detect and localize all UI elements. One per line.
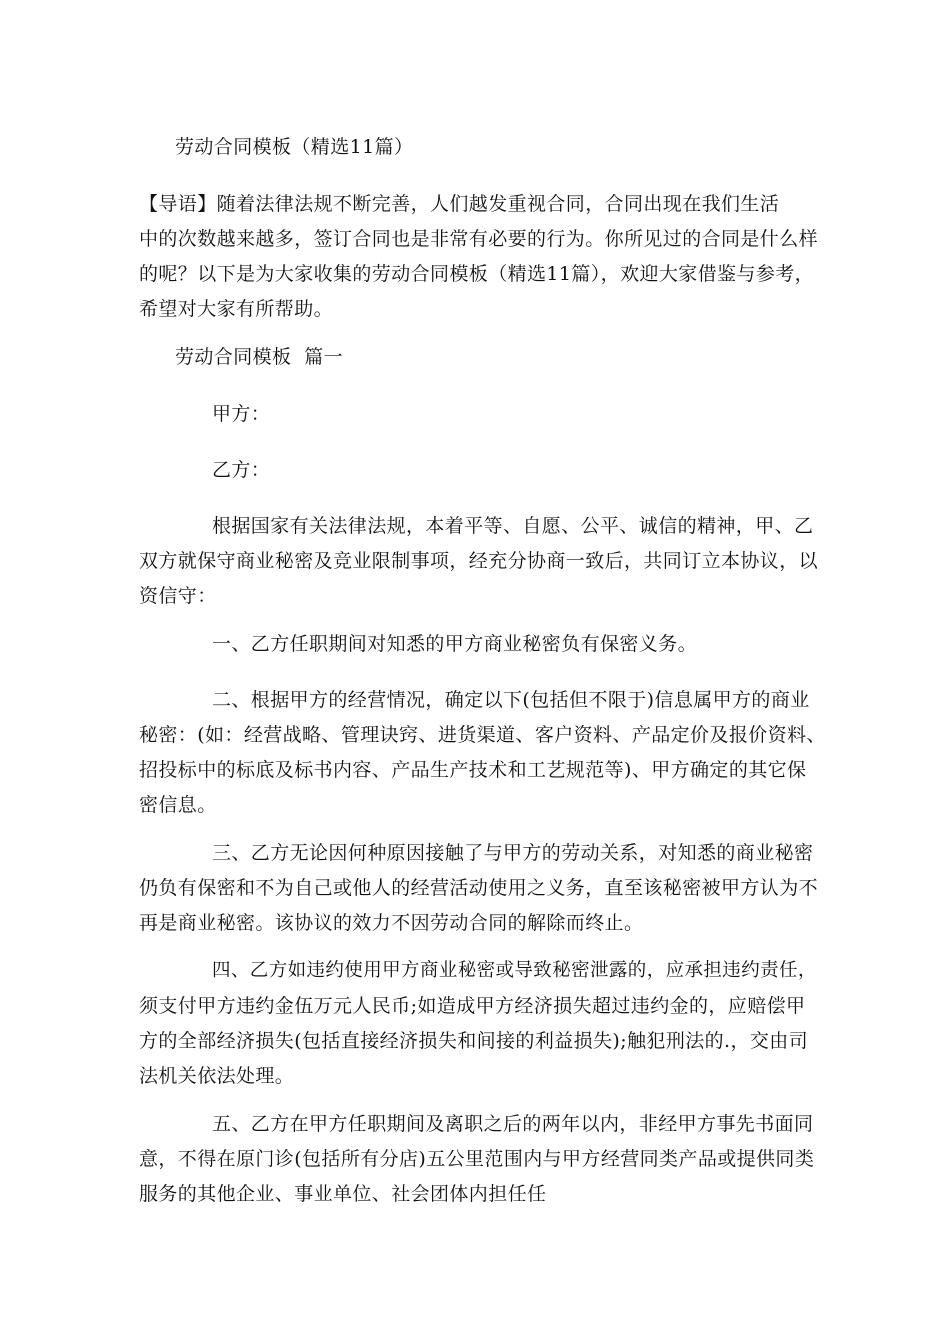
clause-3-line-3: 再是商业秘密。该协议的效力不因劳动合同的解除而终止。 [139, 912, 644, 934]
preamble-line-2: 双方就保守商业秘密及竞业限制事项，经充分协商一致后，共同订立本协议，以 [139, 550, 819, 572]
intro-line-2: 中的次数越来越多，签订合同也是非常有必要的行为。你所见过的合同是什么样 [139, 228, 819, 250]
clause-1-line-1: 一、乙方任职期间对知悉的甲方商业秘密负有保密义务。 [212, 633, 698, 655]
intro-line-4: 希望对大家有所帮助。 [139, 298, 334, 320]
clause-5-line-2: 意，不得在原门诊(包括所有分店)五公里范围内与甲方经营同类产品或提供同类 [139, 1148, 815, 1170]
clause-4-line-1: 四、乙方如违约使用甲方商业秘密或导致秘密泄露的，应承担违约责任， [212, 960, 817, 981]
document-title: 劳动合同模板（精选11篇） [175, 136, 414, 158]
intro-line-1: 【导语】随着法律法规不断完善，人们越发重视合同，合同出现在我们生活 [139, 193, 780, 215]
clause-2-line-4: 密信息。 [139, 794, 217, 816]
clause-4-line-2: 须支付甲方违约金伍万元人民币;如造成甲方经济损失超过违约金的，应赔偿甲 [139, 995, 806, 1017]
clause-3-line-1: 三、乙方无论因何种原因接触了与甲方的劳动关系，对知悉的商业秘密 [212, 842, 814, 864]
clause-5-line-3: 服务的其他企业、事业单位、社会团体内担任任 [139, 1183, 547, 1205]
clause-2-line-3: 招投标中的标底及标书内容、产品生产技术和工艺规范等)、甲方确定的其它保 [139, 759, 807, 781]
clause-2-line-1: 二、根据甲方的经营情况，确定以下(包括但不限于)信息属甲方的商业 [212, 689, 810, 711]
preamble-line-1: 根据国家有关法律法规，本着平等、自愿、公平、诚信的精神，甲、乙 [212, 515, 814, 537]
clause-3-line-2: 仍负有保密和不为自己或他人的经营活动使用之义务，直至该秘密被甲方认为不 [139, 877, 819, 899]
clause-4-line-4: 法机关依法处理。 [139, 1065, 295, 1087]
preamble-line-3: 资信守： [139, 585, 217, 607]
party-b-label: 乙方： [212, 459, 271, 481]
intro-line-3: 的呢？以下是为大家收集的劳动合同模板（精选11篇），欢迎大家借鉴与参考， [139, 263, 815, 285]
clause-2-line-2: 秘密：(如：经营战略、管理诀窍、进货渠道、客户资料、产品定价及报价资料、 [139, 724, 826, 746]
party-a-label: 甲方： [212, 403, 271, 425]
clause-5-line-1: 五、乙方在甲方任职期间及离职之后的两年以内，非经甲方事先书面同 [212, 1113, 814, 1135]
section-heading: 劳动合同模板 篇一 [175, 346, 344, 368]
clause-4-line-3: 方的全部经济损失(包括直接经济损失和间接的利益损失);触犯刑法的.，交由司 [139, 1030, 809, 1052]
